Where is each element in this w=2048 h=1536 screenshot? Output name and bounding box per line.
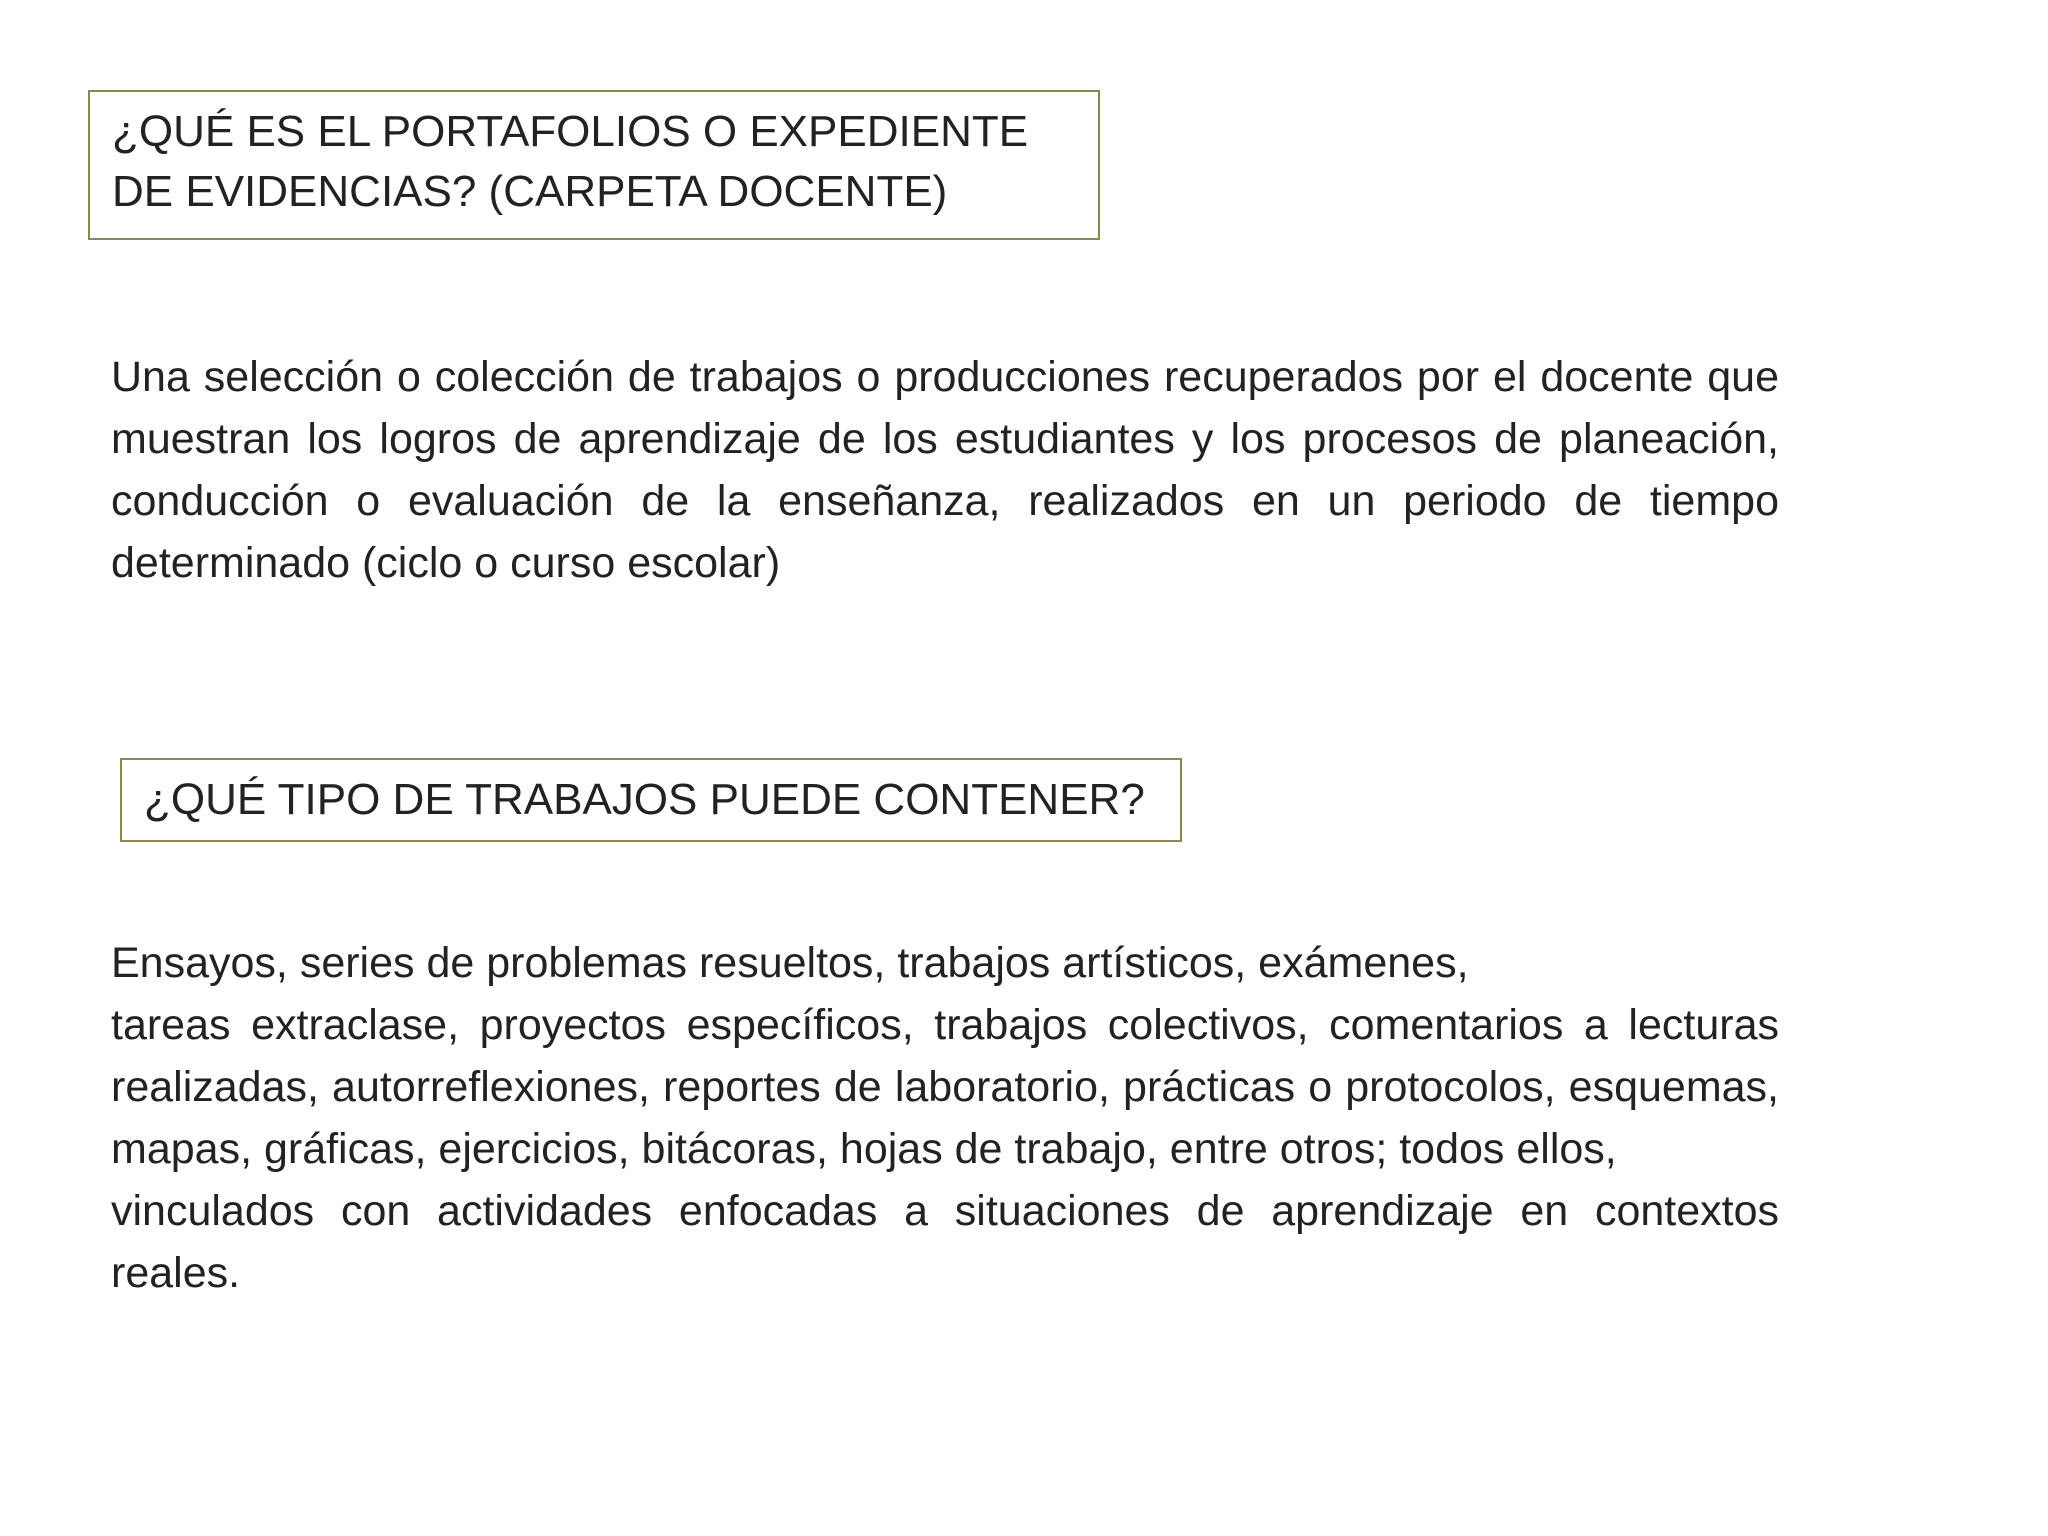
heading-box-tipo-trabajos	[120, 758, 1182, 842]
heading-box-portafolios	[88, 90, 1100, 240]
works-list-line-2: tareas extraclase, proyectos específicos, trabajos colectivos, comentarios a lecturas realizadas, autorreflexiones, reportes de laboratorio, prácticas o protocolos, esquemas, mapas, gráficas, ejercicios, bitácoras, hojas de trabajo, entre otros; todos ellos,	[111, 1001, 1779, 1173]
works-list-paragraph	[111, 932, 1779, 1304]
works-list-line-1: Ensayos, series de problemas resueltos, trabajos artísticos, exámenes,	[111, 939, 1469, 987]
works-list-line-3: vinculados con actividades enfocadas a situaciones de aprendizaje en contextos reales.	[111, 1187, 1779, 1297]
definition-paragraph: Una selección o colección de trabajos o producciones recuperados por el docente que muestran los logros de aprendizaje de los estudiantes y los procesos de planeación, conducción o evaluación de la enseñanza, realizados en un periodo de tiempo determinado (ciclo o curso escolar)	[111, 353, 1779, 587]
heading-tipo-trabajos-text: ¿QUÉ TIPO DE TRABAJOS PUEDE CONTENER?	[144, 775, 1145, 824]
heading-portafolios-text: ¿QUÉ ES EL PORTAFOLIOS O EXPEDIENTE DE EVIDENCIAS? (CARPETA DOCENTE)	[112, 107, 1029, 216]
